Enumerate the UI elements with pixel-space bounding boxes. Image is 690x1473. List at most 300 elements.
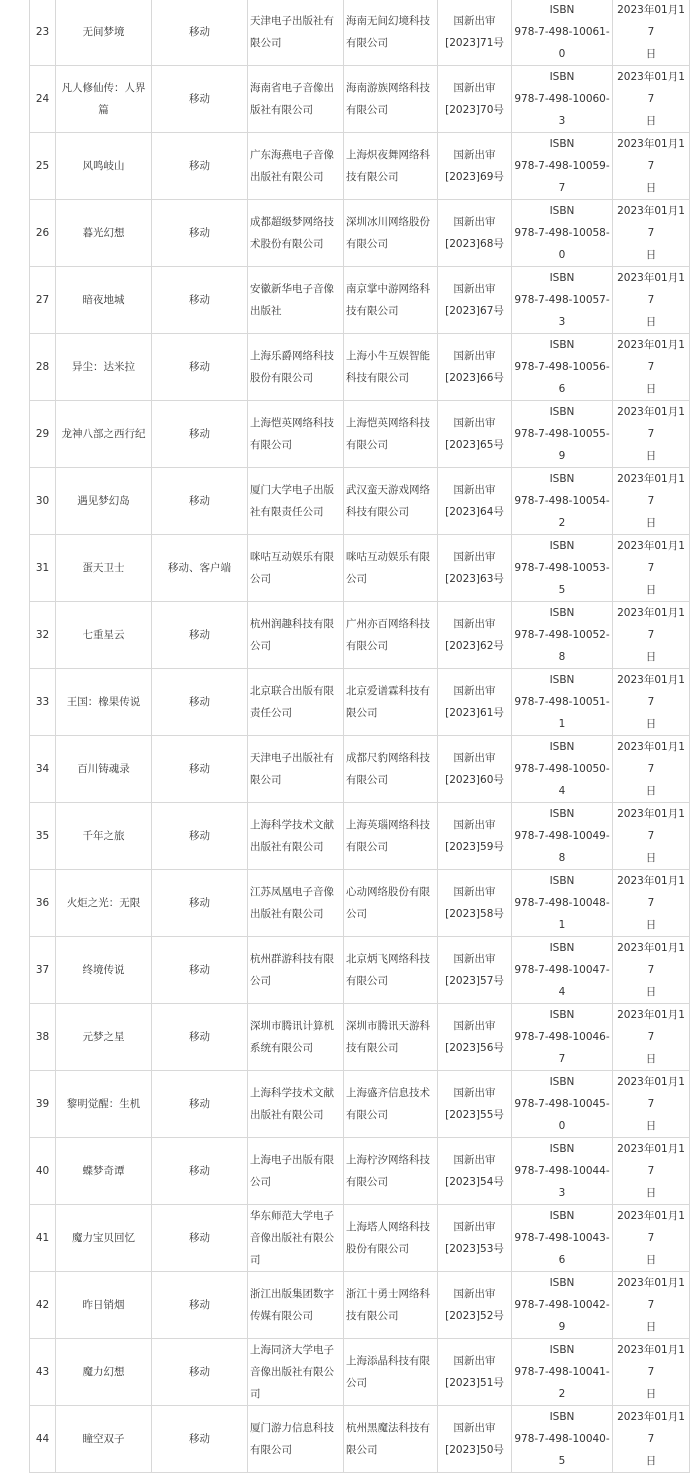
cell-isbn-line: ISBN	[549, 607, 575, 619]
table-row	[30, 1406, 690, 1473]
table-row	[30, 1071, 690, 1138]
cell-approval-number-line: [2023]61号	[445, 707, 504, 719]
cell-date-line: 日	[645, 785, 657, 797]
cell-operator: 广州亦百网络科技有限公司	[344, 602, 438, 669]
cell-game-name: 异尘：达米拉	[56, 334, 152, 401]
cell-approval-number-line: 国新出审	[453, 350, 496, 362]
cell-date-line: 2023年01月17	[617, 875, 685, 909]
cell-number: 25	[30, 133, 56, 200]
cell-approval-number-line: 国新出审	[453, 15, 496, 27]
table-row	[30, 1004, 690, 1071]
cell-publisher: 北京联合出版有限责任公司	[248, 669, 344, 736]
cell-isbn-line: ISBN	[549, 1210, 575, 1222]
cell-approval-number-line: [2023]58号	[445, 908, 504, 920]
cell-date-line: 2023年01月17	[617, 540, 685, 574]
cell-isbn	[512, 133, 613, 200]
cell-isbn-line: 978-7-498-10048-1	[514, 897, 610, 931]
cell-number: 37	[30, 937, 56, 1004]
cell-platform: 移动	[152, 1071, 248, 1138]
cell-publisher: 厦门大学电子出版社有限责任公司	[248, 468, 344, 535]
cell-isbn-line: 978-7-498-10050-4	[514, 763, 610, 797]
cell-isbn	[512, 1339, 613, 1406]
cell-date	[613, 1272, 690, 1339]
cell-approval-number-line: [2023]57号	[445, 975, 504, 987]
cell-isbn-line: ISBN	[549, 741, 575, 753]
cell-publisher: 杭州润趣科技有限公司	[248, 602, 344, 669]
cell-game-name: 火炬之光：无限	[56, 870, 152, 937]
cell-approval-number-line: 国新出审	[453, 1422, 496, 1434]
table-row	[30, 803, 690, 870]
cell-game-name: 魔力幻想	[56, 1339, 152, 1406]
cell-approval-number-line: [2023]50号	[445, 1444, 504, 1456]
cell-date-line: 2023年01月17	[617, 1277, 685, 1311]
cell-approval-number-line: [2023]68号	[445, 238, 504, 250]
cell-date-line: 日	[645, 450, 657, 462]
cell-isbn	[512, 803, 613, 870]
cell-game-name: 瞳空双子	[56, 1406, 152, 1473]
cell-isbn-line: 978-7-498-10043-6	[514, 1232, 610, 1266]
cell-platform: 移动	[152, 1205, 248, 1272]
table-row	[30, 870, 690, 937]
cell-operator: 咪咕互动娱乐有限公司	[344, 535, 438, 602]
table-row	[30, 66, 690, 133]
cell-number: 29	[30, 401, 56, 468]
cell-isbn-line: ISBN	[549, 1411, 575, 1423]
cell-platform: 移动	[152, 66, 248, 133]
cell-approval-number	[438, 535, 512, 602]
cell-approval-number-line: 国新出审	[453, 1221, 496, 1233]
cell-approval-number-line: 国新出审	[453, 886, 496, 898]
cell-number: 38	[30, 1004, 56, 1071]
cell-operator: 上海英瑙网络科技有限公司	[344, 803, 438, 870]
cell-publisher: 天津电子出版社有限公司	[248, 736, 344, 803]
cell-approval-number	[438, 1205, 512, 1272]
cell-publisher: 上海科学技术文献出版社有限公司	[248, 803, 344, 870]
cell-approval-number	[438, 870, 512, 937]
cell-isbn-line: 978-7-498-10056-6	[514, 361, 610, 395]
cell-date	[613, 401, 690, 468]
cell-platform: 移动	[152, 1004, 248, 1071]
cell-date	[613, 0, 690, 66]
cell-date-line: 2023年01月17	[617, 1411, 685, 1445]
cell-number: 41	[30, 1205, 56, 1272]
cell-isbn-line: ISBN	[549, 339, 575, 351]
cell-publisher: 上海乐爵网络科技股份有限公司	[248, 334, 344, 401]
cell-isbn	[512, 937, 613, 1004]
cell-date	[613, 669, 690, 736]
cell-isbn	[512, 669, 613, 736]
cell-platform: 移动	[152, 803, 248, 870]
table-row	[30, 736, 690, 803]
cell-operator: 南京掌中游网络科技有限公司	[344, 267, 438, 334]
cell-publisher: 海南省电子音像出版社有限公司	[248, 66, 344, 133]
cell-approval-number-line: 国新出审	[453, 1020, 496, 1032]
cell-platform: 移动	[152, 401, 248, 468]
cell-isbn-line: 978-7-498-10058-0	[514, 227, 610, 261]
cell-number: 36	[30, 870, 56, 937]
cell-operator: 北京炳飞网络科技有限公司	[344, 937, 438, 1004]
cell-approval-number-line: 国新出审	[453, 953, 496, 965]
cell-number: 33	[30, 669, 56, 736]
cell-approval-number	[438, 0, 512, 66]
cell-game-name: 暮光幻想	[56, 200, 152, 267]
cell-date-line: 日	[645, 1254, 657, 1266]
cell-date	[613, 937, 690, 1004]
cell-date-line: 日	[645, 316, 657, 328]
cell-number: 43	[30, 1339, 56, 1406]
cell-approval-number-line: 国新出审	[453, 618, 496, 630]
cell-isbn-line: ISBN	[549, 674, 575, 686]
cell-game-name: 遇见梦幻岛	[56, 468, 152, 535]
table-row	[30, 334, 690, 401]
cell-approval-number-line: [2023]55号	[445, 1109, 504, 1121]
cell-approval-number-line: 国新出审	[453, 417, 496, 429]
cell-date-line: 2023年01月17	[617, 1143, 685, 1177]
cell-isbn	[512, 401, 613, 468]
cell-isbn-line: 978-7-498-10061-0	[514, 26, 610, 60]
cell-date-line: 2023年01月17	[617, 942, 685, 976]
cell-isbn-line: 978-7-498-10045-0	[514, 1098, 610, 1132]
cell-platform: 移动	[152, 937, 248, 1004]
cell-game-name: 昨日销烟	[56, 1272, 152, 1339]
cell-date-line: 2023年01月17	[617, 339, 685, 373]
cell-number: 35	[30, 803, 56, 870]
table-row	[30, 1272, 690, 1339]
cell-date-line: 日	[645, 1053, 657, 1065]
cell-publisher: 上海电子出版有限公司	[248, 1138, 344, 1205]
cell-approval-number	[438, 468, 512, 535]
cell-date-line: 日	[645, 1455, 657, 1467]
cell-date	[613, 66, 690, 133]
cell-date-line: 2023年01月17	[617, 71, 685, 105]
cell-game-name: 王国：橡果传说	[56, 669, 152, 736]
cell-approval-number	[438, 1272, 512, 1339]
cell-date	[613, 1138, 690, 1205]
cell-date-line: 2023年01月17	[617, 4, 685, 38]
cell-approval-number	[438, 200, 512, 267]
cell-isbn-line: ISBN	[549, 540, 575, 552]
cell-approval-number-line: [2023]69号	[445, 171, 504, 183]
cell-date-line: 2023年01月17	[617, 674, 685, 708]
cell-operator: 心动网络股份有限公司	[344, 870, 438, 937]
cell-operator: 上海盛齐信息技术有限公司	[344, 1071, 438, 1138]
cell-isbn-line: 978-7-498-10059-7	[514, 160, 610, 194]
cell-isbn-line: 978-7-498-10042-9	[514, 1299, 610, 1333]
cell-game-name: 凡人修仙传：人界篇	[56, 66, 152, 133]
cell-isbn-line: ISBN	[549, 1076, 575, 1088]
cell-approval-number-line: 国新出审	[453, 551, 496, 563]
cell-game-name: 终境传说	[56, 937, 152, 1004]
cell-approval-number	[438, 133, 512, 200]
cell-isbn-line: 978-7-498-10044-3	[514, 1165, 610, 1199]
cell-game-name: 无间梦境	[56, 0, 152, 66]
cell-publisher: 上海恺英网络科技有限公司	[248, 401, 344, 468]
cell-approval-number-line: [2023]70号	[445, 104, 504, 116]
cell-date-line: 2023年01月17	[617, 473, 685, 507]
cell-approval-number-line: [2023]71号	[445, 37, 504, 49]
cell-date-line: 日	[645, 249, 657, 261]
cell-approval-number	[438, 334, 512, 401]
cell-approval-number-line: [2023]56号	[445, 1042, 504, 1054]
cell-isbn-line: 978-7-498-10047-4	[514, 964, 610, 998]
cell-isbn	[512, 1272, 613, 1339]
cell-isbn	[512, 1138, 613, 1205]
cell-approval-number-line: 国新出审	[453, 1087, 496, 1099]
cell-platform: 移动	[152, 334, 248, 401]
cell-platform: 移动	[152, 200, 248, 267]
cell-isbn-line: ISBN	[549, 1009, 575, 1021]
cell-approval-number-line: [2023]63号	[445, 573, 504, 585]
cell-approval-number-line: 国新出审	[453, 82, 496, 94]
table-row	[30, 133, 690, 200]
cell-isbn	[512, 535, 613, 602]
cell-date-line: 日	[645, 651, 657, 663]
cell-approval-number-line: [2023]62号	[445, 640, 504, 652]
cell-number: 26	[30, 200, 56, 267]
cell-operator: 杭州黑魔法科技有限公司	[344, 1406, 438, 1473]
table-row	[30, 0, 690, 66]
cell-publisher: 天津电子出版社有限公司	[248, 0, 344, 66]
cell-approval-number	[438, 401, 512, 468]
cell-game-name: 蝶梦奇谭	[56, 1138, 152, 1205]
cell-date	[613, 803, 690, 870]
cell-operator: 上海柠汐网络科技有限公司	[344, 1138, 438, 1205]
cell-game-name: 魔力宝贝回忆	[56, 1205, 152, 1272]
cell-publisher: 厦门游力信息科技有限公司	[248, 1406, 344, 1473]
cell-operator: 深圳市腾讯天游科技有限公司	[344, 1004, 438, 1071]
cell-date-line: 2023年01月17	[617, 272, 685, 306]
cell-approval-number	[438, 1339, 512, 1406]
cell-platform: 移动	[152, 1138, 248, 1205]
cell-operator: 浙江十勇士网络科技有限公司	[344, 1272, 438, 1339]
cell-platform: 移动	[152, 133, 248, 200]
cell-isbn-line: 978-7-498-10055-9	[514, 428, 610, 462]
cell-date-line: 日	[645, 1187, 657, 1199]
cell-number: 27	[30, 267, 56, 334]
cell-approval-number-line: 国新出审	[453, 1154, 496, 1166]
cell-game-name: 风鸣岐山	[56, 133, 152, 200]
cell-isbn-line: ISBN	[549, 4, 575, 16]
cell-date-line: 2023年01月17	[617, 1076, 685, 1110]
cell-isbn-line: 978-7-498-10046-7	[514, 1031, 610, 1065]
cell-platform: 移动	[152, 1272, 248, 1339]
cell-date-line: 2023年01月17	[617, 808, 685, 842]
cell-number: 31	[30, 535, 56, 602]
cell-game-name: 黎明觉醒：生机	[56, 1071, 152, 1138]
cell-isbn	[512, 1205, 613, 1272]
cell-isbn	[512, 66, 613, 133]
cell-isbn	[512, 267, 613, 334]
cell-operator: 上海炽夜舞网络科技有限公司	[344, 133, 438, 200]
cell-number: 23	[30, 0, 56, 66]
cell-approval-number-line: [2023]65号	[445, 439, 504, 451]
cell-date-line: 2023年01月17	[617, 1009, 685, 1043]
cell-publisher: 江苏凤凰电子音像出版社有限公司	[248, 870, 344, 937]
cell-approval-number-line: [2023]60号	[445, 774, 504, 786]
cell-isbn-line: 978-7-498-10041-2	[514, 1366, 610, 1400]
cell-date-line: 2023年01月17	[617, 406, 685, 440]
cell-publisher: 咪咕互动娱乐有限公司	[248, 535, 344, 602]
cell-date-line: 日	[645, 852, 657, 864]
cell-platform: 移动	[152, 602, 248, 669]
cell-operator: 上海小牛互娱智能科技有限公司	[344, 334, 438, 401]
cell-isbn-line: ISBN	[549, 71, 575, 83]
table-row	[30, 401, 690, 468]
table-row	[30, 1205, 690, 1272]
cell-approval-number-line: [2023]53号	[445, 1243, 504, 1255]
cell-operator: 上海恺英网络科技有限公司	[344, 401, 438, 468]
cell-date-line: 日	[645, 48, 657, 60]
cell-approval-number-line: 国新出审	[453, 1355, 496, 1367]
cell-isbn-line: ISBN	[549, 138, 575, 150]
cell-date-line: 日	[645, 1321, 657, 1333]
table-row	[30, 267, 690, 334]
cell-number: 24	[30, 66, 56, 133]
cell-date	[613, 1406, 690, 1473]
cell-game-name: 元梦之星	[56, 1004, 152, 1071]
cell-isbn	[512, 468, 613, 535]
cell-approval-number	[438, 937, 512, 1004]
cell-approval-number-line: 国新出审	[453, 752, 496, 764]
cell-isbn	[512, 1071, 613, 1138]
table-row	[30, 535, 690, 602]
cell-isbn	[512, 200, 613, 267]
cell-platform: 移动	[152, 669, 248, 736]
cell-isbn-line: 978-7-498-10054-2	[514, 495, 610, 529]
cell-approval-number	[438, 736, 512, 803]
cell-date-line: 日	[645, 919, 657, 931]
cell-approval-number	[438, 669, 512, 736]
cell-number: 40	[30, 1138, 56, 1205]
cell-approval-number-line: 国新出审	[453, 283, 496, 295]
cell-approval-number-line: 国新出审	[453, 685, 496, 697]
cell-approval-number-line: [2023]64号	[445, 506, 504, 518]
table-row	[30, 468, 690, 535]
cell-isbn	[512, 1004, 613, 1071]
cell-game-name: 千年之旅	[56, 803, 152, 870]
cell-approval-number	[438, 803, 512, 870]
cell-game-name: 蛋天卫士	[56, 535, 152, 602]
cell-publisher: 广东海燕电子音像出版社有限公司	[248, 133, 344, 200]
cell-isbn-line: 978-7-498-10053-5	[514, 562, 610, 596]
cell-approval-number-line: 国新出审	[453, 149, 496, 161]
cell-approval-number	[438, 1138, 512, 1205]
cell-publisher: 浙江出版集团数字传媒有限公司	[248, 1272, 344, 1339]
cell-isbn-line: ISBN	[549, 272, 575, 284]
cell-number: 30	[30, 468, 56, 535]
cell-approval-number	[438, 66, 512, 133]
cell-publisher: 成都超级梦网络技术股份有限公司	[248, 200, 344, 267]
cell-date-line: 日	[645, 1120, 657, 1132]
cell-operator: 成都尺豹网络科技有限公司	[344, 736, 438, 803]
cell-date	[613, 736, 690, 803]
cell-date	[613, 267, 690, 334]
cell-isbn-line: 978-7-498-10060-3	[514, 93, 610, 127]
cell-publisher: 深圳市腾讯计算机系统有限公司	[248, 1004, 344, 1071]
cell-date	[613, 334, 690, 401]
cell-publisher: 安徽新华电子音像出版社	[248, 267, 344, 334]
cell-isbn	[512, 602, 613, 669]
cell-approval-number	[438, 1004, 512, 1071]
cell-number: 42	[30, 1272, 56, 1339]
cell-platform: 移动	[152, 870, 248, 937]
cell-date	[613, 535, 690, 602]
cell-approval-number-line: [2023]54号	[445, 1176, 504, 1188]
cell-platform: 移动	[152, 1406, 248, 1473]
cell-operator: 海南游族网络科技有限公司	[344, 66, 438, 133]
cell-isbn-line: ISBN	[549, 808, 575, 820]
cell-operator: 海南无间幻境科技有限公司	[344, 0, 438, 66]
table-row	[30, 937, 690, 1004]
table-row	[30, 1138, 690, 1205]
cell-approval-number-line: [2023]51号	[445, 1377, 504, 1389]
cell-operator: 武汉蛮天游戏网络科技有限公司	[344, 468, 438, 535]
cell-date-line: 2023年01月17	[617, 607, 685, 641]
cell-approval-number-line: 国新出审	[453, 819, 496, 831]
cell-number: 34	[30, 736, 56, 803]
cell-platform: 移动	[152, 267, 248, 334]
cell-date	[613, 1004, 690, 1071]
cell-number: 44	[30, 1406, 56, 1473]
cell-date-line: 日	[645, 986, 657, 998]
table-row	[30, 200, 690, 267]
cell-operator: 北京爱谱霖科技有限公司	[344, 669, 438, 736]
cell-date	[613, 602, 690, 669]
cell-isbn-line: ISBN	[549, 1344, 575, 1356]
cell-isbn-line: ISBN	[549, 406, 575, 418]
cell-isbn-line: 978-7-498-10057-3	[514, 294, 610, 328]
cell-platform: 移动	[152, 0, 248, 66]
cell-date	[613, 468, 690, 535]
cell-isbn-line: 978-7-498-10051-1	[514, 696, 610, 730]
cell-date-line: 2023年01月17	[617, 138, 685, 172]
cell-date-line: 日	[645, 584, 657, 596]
cell-date	[613, 1071, 690, 1138]
cell-isbn-line: ISBN	[549, 1277, 575, 1289]
cell-date-line: 2023年01月17	[617, 1210, 685, 1244]
cell-isbn-line: ISBN	[549, 942, 575, 954]
cell-isbn-line: ISBN	[549, 875, 575, 887]
cell-operator: 深圳冰川网络股份有限公司	[344, 200, 438, 267]
cell-publisher: 上海同济大学电子音像出版社有限公司	[248, 1339, 344, 1406]
cell-date	[613, 133, 690, 200]
cell-publisher: 华东师范大学电子音像出版社有限公司	[248, 1205, 344, 1272]
cell-isbn-line: 978-7-498-10040-5	[514, 1433, 610, 1467]
cell-approval-number-line: [2023]59号	[445, 841, 504, 853]
approval-table	[29, 0, 690, 1473]
cell-date	[613, 1205, 690, 1272]
cell-approval-number-line: 国新出审	[453, 484, 496, 496]
cell-number: 39	[30, 1071, 56, 1138]
cell-date-line: 日	[645, 718, 657, 730]
cell-date	[613, 870, 690, 937]
cell-approval-number-line: 国新出审	[453, 1288, 496, 1300]
cell-isbn-line: 978-7-498-10052-8	[514, 629, 610, 663]
cell-isbn	[512, 0, 613, 66]
cell-number: 32	[30, 602, 56, 669]
cell-approval-number-line: 国新出审	[453, 216, 496, 228]
cell-isbn	[512, 870, 613, 937]
cell-platform: 移动	[152, 1339, 248, 1406]
cell-date-line: 2023年01月17	[617, 205, 685, 239]
cell-operator: 上海塔人网络科技股份有限公司	[344, 1205, 438, 1272]
cell-game-name: 暗夜地城	[56, 267, 152, 334]
cell-isbn	[512, 736, 613, 803]
cell-isbn-line: ISBN	[549, 205, 575, 217]
cell-operator: 上海添晶科技有限公司	[344, 1339, 438, 1406]
cell-approval-number	[438, 602, 512, 669]
cell-isbn-line: ISBN	[549, 1143, 575, 1155]
